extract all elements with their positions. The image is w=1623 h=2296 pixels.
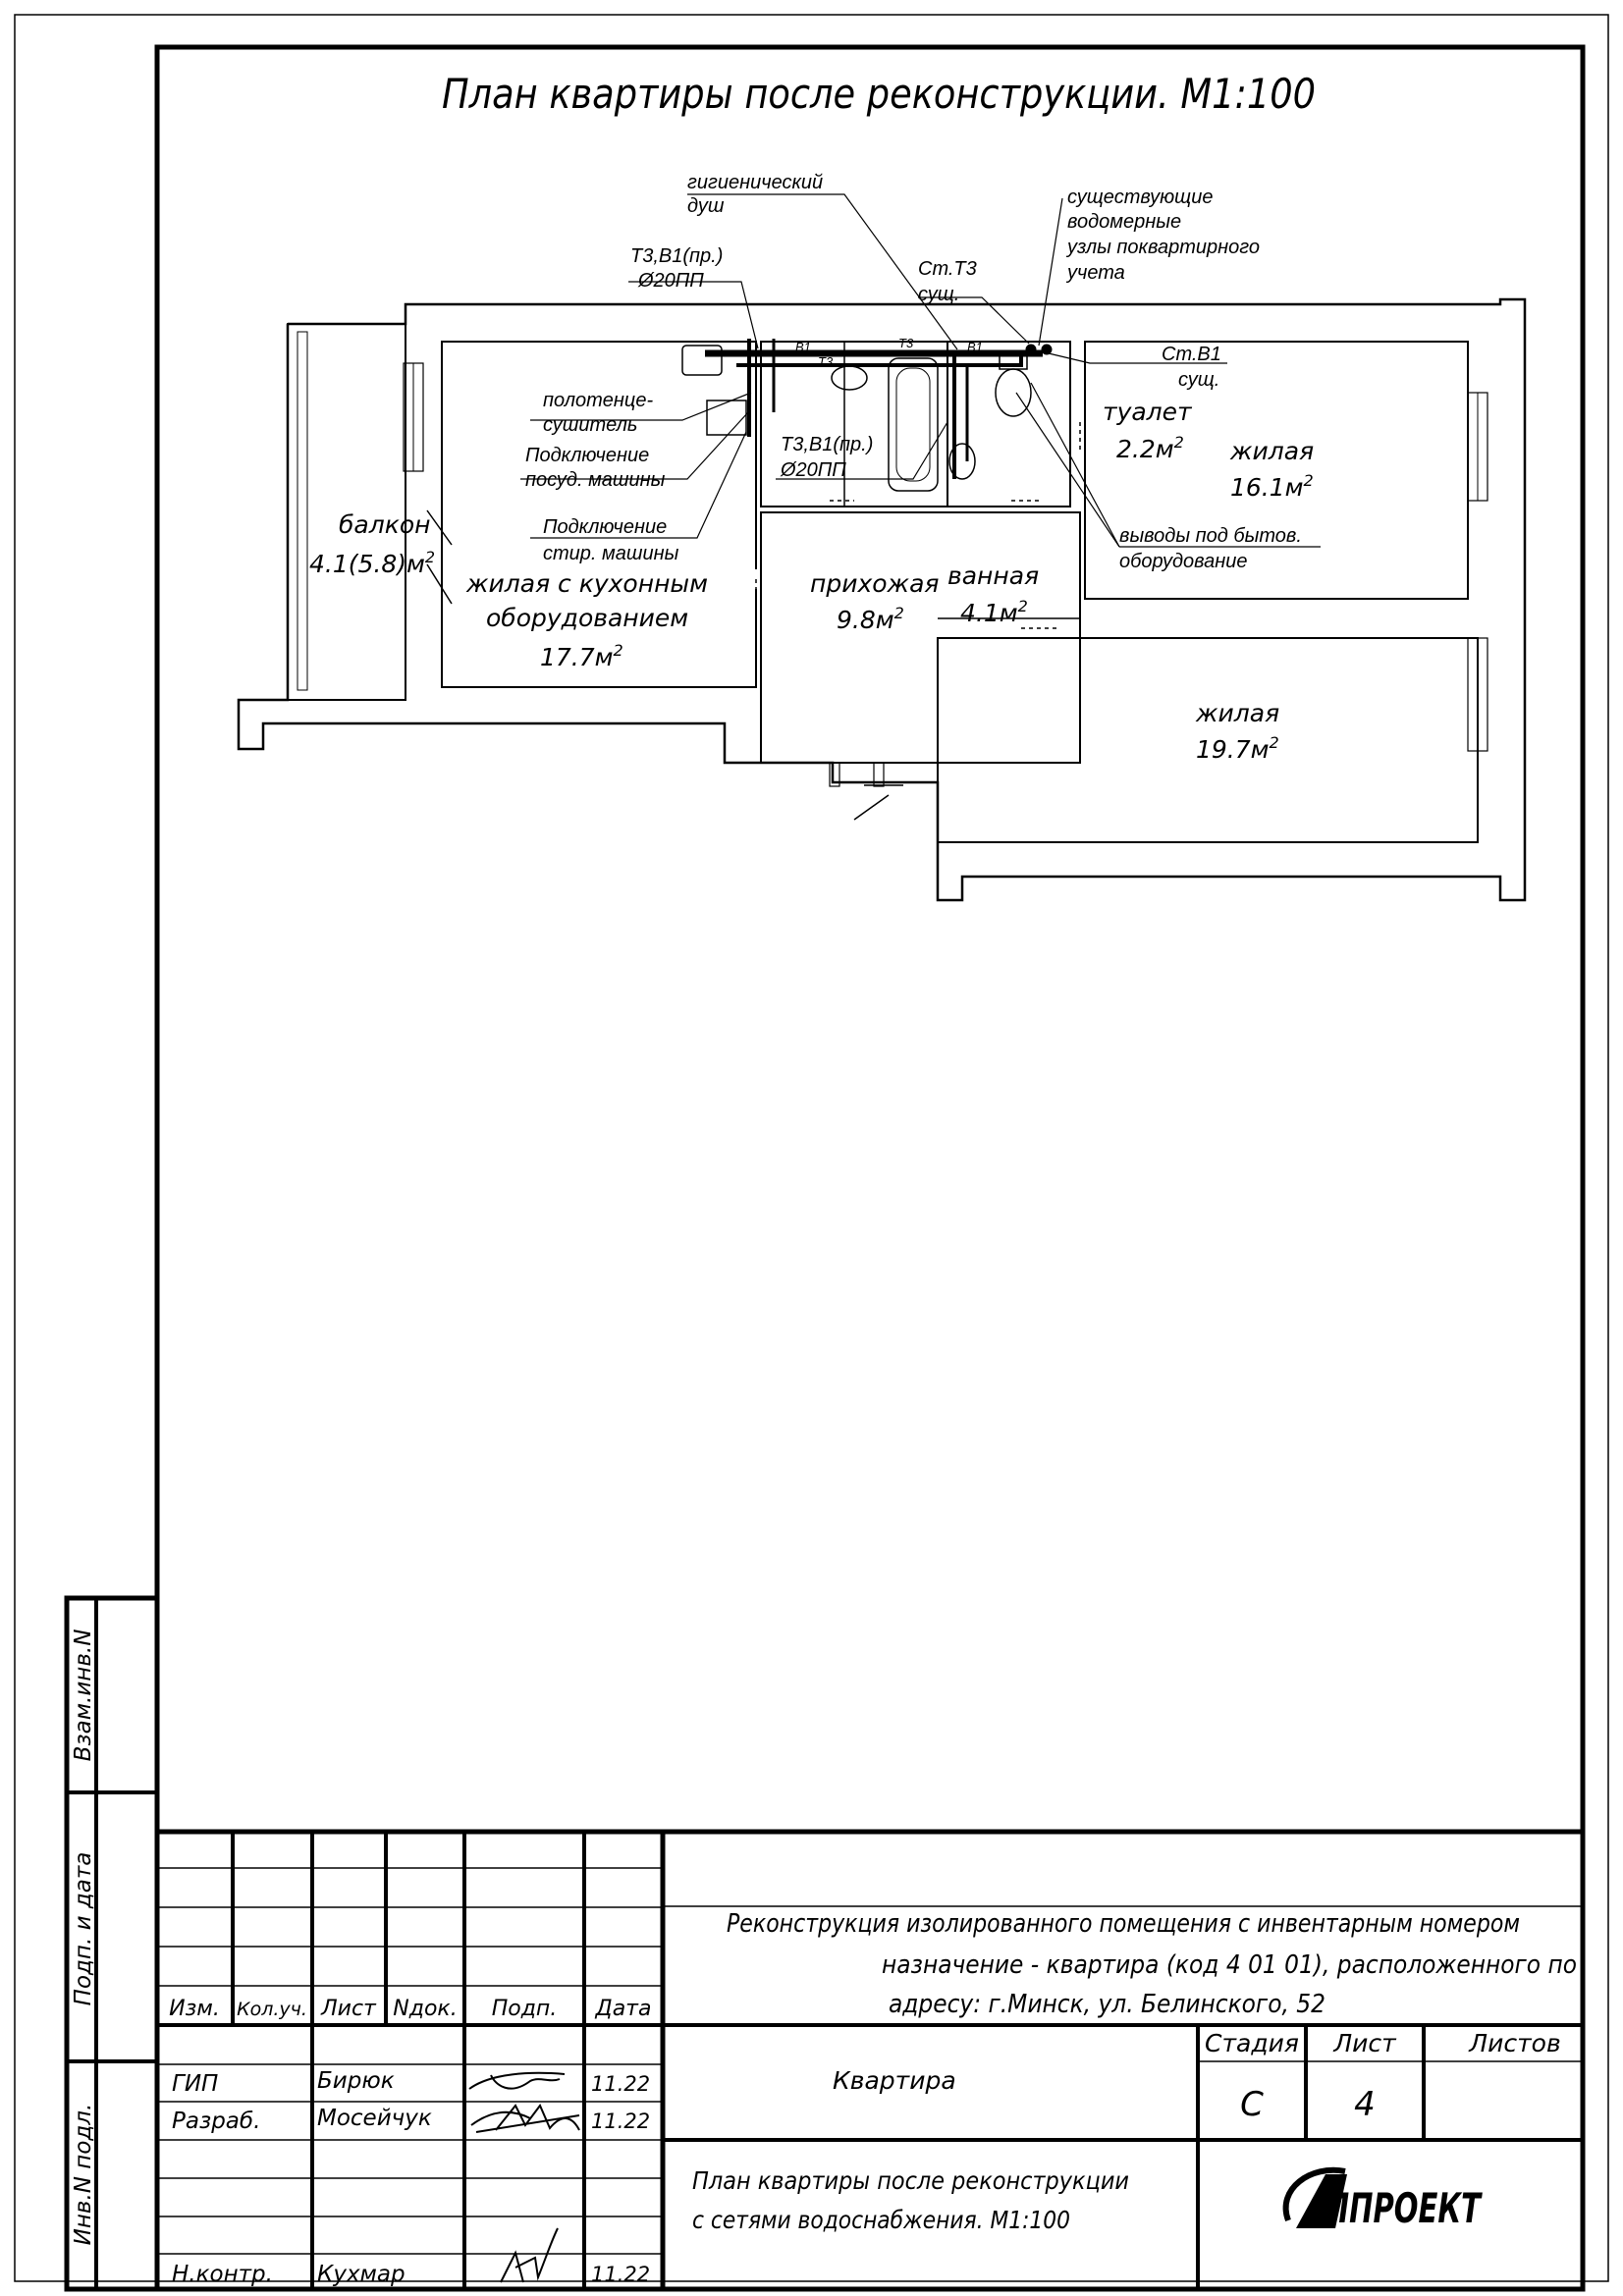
living-kitchen-name2: оборудованием xyxy=(486,604,689,632)
washbasin xyxy=(832,366,867,390)
tb-stage-value: С xyxy=(1240,2085,1264,2124)
tb-headers xyxy=(169,1997,651,2021)
toilet-area: $2.2м^2$ xyxy=(1116,433,1184,463)
living-kitchen-name: жилая с кухонным xyxy=(466,569,709,598)
note-water-meters: существующие xyxy=(1067,187,1214,208)
tb-sheet-label: Лист xyxy=(1333,2029,1396,2057)
tb-project xyxy=(727,1909,1577,2019)
note-outputs: выводы под бытов. xyxy=(1119,525,1302,547)
tb-project-line2: назначение - квартира (код 4 01 01), расположенного по xyxy=(882,1950,1577,1980)
signature-moseychuk xyxy=(471,2106,579,2132)
tb-header-list: Лист xyxy=(321,1997,376,2021)
signature-biryuk xyxy=(469,2073,565,2089)
tb-date-3: 11.22 xyxy=(591,2263,651,2286)
tb-sheet-value: 4 xyxy=(1354,2085,1376,2124)
tb-sheet-name-line2: с сетями водоснабжения. М1:100 xyxy=(692,2206,1070,2234)
svg-text:сущ.: сущ. xyxy=(918,284,960,305)
svg-text:оборудование: оборудование xyxy=(1119,551,1248,572)
tb-project-line3: адресу: г.Минск, ул. Белинского, 52 xyxy=(889,1990,1325,2019)
balcony-area: $4.1(5.8)м^2$ xyxy=(309,548,436,578)
living-kitchen-area: $17.7м^2$ xyxy=(540,641,623,671)
tb-stage-label: Стадия xyxy=(1205,2029,1299,2057)
bathroom-name: ванная xyxy=(947,561,1040,590)
pipe-label-b1: В1 xyxy=(795,340,811,354)
living-16-area: $16.1м^2$ xyxy=(1230,471,1314,502)
hall-name: прихожая xyxy=(810,569,940,598)
living-16-name: жилая xyxy=(1230,437,1315,465)
tb-header-podp: Подп. xyxy=(491,1997,558,2021)
signature-kukhmar xyxy=(501,2228,558,2282)
svg-text:узлы поквартирного: узлы поквартирного xyxy=(1067,237,1261,258)
riser-t3 xyxy=(1026,345,1036,354)
balcony-name: балкон xyxy=(339,510,431,539)
note-washer: Подключение xyxy=(543,516,668,538)
svg-text:посуд. машины: посуд. машины xyxy=(525,469,666,491)
tb-project-line1: Реконструкция изолированного помещения с инвентарным номером xyxy=(727,1909,1520,1939)
svg-text:сушитель: сушитель xyxy=(543,414,638,436)
svg-text:сущ.: сущ. xyxy=(1178,369,1220,391)
tb-header-ndok: Nдок. xyxy=(393,1997,458,2021)
note-dishwasher: Подключение xyxy=(525,445,650,466)
svg-text:Ø20ПП: Ø20ПП xyxy=(638,270,704,292)
note-t3-b1-top: Т3,В1(пр.) xyxy=(630,245,724,267)
svg-text:стир. машины: стир. машины xyxy=(543,543,679,564)
tb-role-razrab: Разраб. xyxy=(172,2109,261,2134)
hall-area: $9.8м^2$ xyxy=(837,604,904,634)
floor-plan xyxy=(239,299,1525,900)
tb-sheets-label: Листов xyxy=(1469,2029,1561,2057)
toilet-name: туалет xyxy=(1103,398,1192,426)
tb-name-moseychuk: Мосейчук xyxy=(317,2106,432,2131)
note-riser-t3: Ст.Т3 xyxy=(918,258,977,280)
tb-role-gip: ГИП xyxy=(172,2071,219,2097)
note-hygienic-shower: гигиенический xyxy=(687,172,824,193)
note-t3-b1-mid: Т3,В1(пр.) xyxy=(781,434,874,455)
svg-text:водомерные: водомерные xyxy=(1067,211,1182,233)
living-19-area: $19.7м^2$ xyxy=(1196,733,1279,764)
tb-role-nkontr: Н.контр. xyxy=(172,2262,273,2287)
balcony-rail xyxy=(298,332,307,690)
sheet-title: План квартиры после реконструкции. М1:100 xyxy=(442,70,1316,118)
tb-date-1: 11.22 xyxy=(591,2072,651,2096)
bathroom-area: $4.1м^2$ xyxy=(960,597,1028,627)
note-riser-b1: Ст.В1 xyxy=(1162,344,1221,365)
riser-b1 xyxy=(1042,345,1052,354)
pipe-label-t3-2: Т3 xyxy=(818,354,834,369)
stamp-signed: Подп. и дата xyxy=(71,1851,96,2006)
tb-name-kukhmar: Кухмар xyxy=(317,2262,406,2287)
tb-header-koluch: Кол.уч. xyxy=(237,1999,307,2020)
stamp-inv-orig: Инв.N подл. xyxy=(71,2103,96,2246)
living-19-name: жилая xyxy=(1196,699,1280,727)
stamp-replaces: Взам.инв.N xyxy=(71,1629,96,1762)
company-logo xyxy=(1286,2170,1484,2232)
note-towel-dryer: полотенце- xyxy=(543,390,654,411)
svg-text:Ø20ПП: Ø20ПП xyxy=(781,459,846,481)
tb-header-data: Дата xyxy=(595,1997,652,2021)
logo-text: ЛПРОЕКТ xyxy=(1324,2184,1484,2232)
pipe-label-t3: Т3 xyxy=(898,336,914,350)
svg-text:душ: душ xyxy=(687,195,725,217)
tb-header-izm: Изм. xyxy=(169,1997,220,2021)
toilet-bowl xyxy=(996,369,1031,416)
tb-name-biryuk: Бирюк xyxy=(317,2068,395,2094)
tb-object: Квартира xyxy=(833,2066,956,2095)
tb-sheet-name-line1: План квартиры после реконструкции xyxy=(692,2166,1129,2195)
pipe-label-b1-2: В1 xyxy=(967,340,983,354)
svg-text:учета: учета xyxy=(1067,262,1125,284)
tb-date-2: 11.22 xyxy=(591,2109,651,2133)
